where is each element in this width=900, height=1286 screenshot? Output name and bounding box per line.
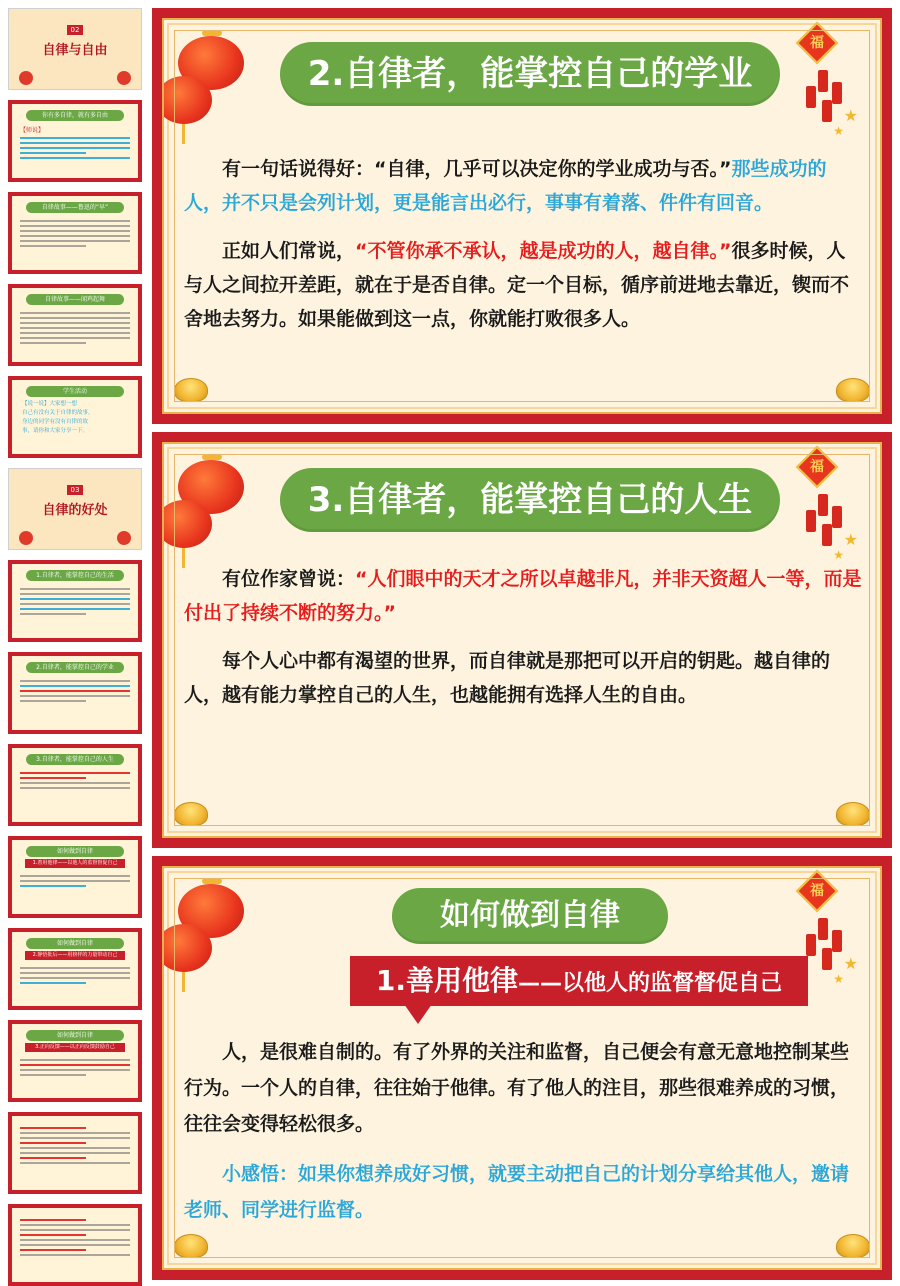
thumbnail-9[interactable] [8,744,142,826]
star-icon: ★ [833,124,844,138]
thumbnail-number: 03 [67,485,83,495]
firecracker-icon [806,934,816,956]
paragraph-2 [184,234,862,336]
thumbnail-heading: 如何做到自律 [26,938,124,949]
thumbnail-line: 事，请你和大家分享一下。 [22,428,89,434]
star-icon: ★ [833,972,844,986]
thumbnail-heading: 你有多自律，就有多自由 [26,110,124,121]
thumbnail-line: 身边的同学有没有自律的故 [22,419,89,425]
slide-title: 3.自律者，能掌控自己的人生 [280,468,780,532]
sub-heading-main: 1.善用他律 [375,964,519,997]
lantern-icon [117,71,131,85]
firecracker-icon [822,524,832,546]
gold-ingot-icon [174,378,208,402]
firecracker-icon [822,948,832,970]
paragraph-1 [184,152,862,220]
slide-title: 2.自律者，能掌控自己的学业 [280,42,780,106]
slide-title: 如何做到自律 [392,888,668,944]
firecracker-icon [832,506,842,528]
thumbnail-8[interactable] [8,652,142,734]
highlight-text: 那些成功的人，并不只是会列计划，更是能言出必行，事事有着落、件件有回音。 [184,158,827,214]
thumbnail-5[interactable] [8,376,142,458]
quote-highlight: “不管你承不承认，越是成功的人，越自律。” [355,240,732,262]
lantern-icon [117,531,131,545]
quote-intro: 有一句话说得好：“自律，几乎可以决定你的学业成功与否。” [222,158,732,180]
thumbnail-1[interactable] [8,8,142,90]
thumbnail-13[interactable] [8,1112,142,1194]
firecracker-icon [818,494,828,516]
banner-tail [404,1004,432,1024]
thumbnail-2[interactable] [8,100,142,182]
firecracker-icon [818,70,828,92]
lantern-icon [19,531,33,545]
firecracker-icon [832,930,842,952]
text-rest: 很多时候，人与人之间拉开差距，就在于是否自律。定一个目标，循序前进地去靠近，锲而不舍地去努力。如果能做到这一点，你就能打败很多人。 [184,240,850,330]
gold-ingot-icon [836,1234,870,1258]
thumbnail-heading: 3.自律者，能掌控自己的人生 [26,754,124,765]
thumbnail-heading: 学生活动 [26,386,124,397]
thumbnail-3[interactable] [8,192,142,274]
gold-ingot-icon [174,1234,208,1258]
thumbnail-number: 02 [67,25,83,35]
slide-academics[interactable] [152,8,892,424]
thumbnail-14[interactable] [8,1204,142,1286]
thumbnail-10[interactable] [8,836,142,918]
fu-charm-icon: 福 [796,870,838,912]
text-lead: 有位作家曾说： [222,568,356,590]
firecracker-icon [806,510,816,532]
thumbnail-title: 自律与自由 [42,43,108,58]
sub-heading-detail: ——以他人的监督督促自己 [518,971,783,996]
slide-body [184,1034,862,1242]
slide-life[interactable] [152,432,892,848]
thumbnail-heading: 2.自律者，能掌控自己的学业 [26,662,124,673]
thumbnail-6[interactable] [8,468,142,550]
star-icon: ★ [843,106,858,125]
slide-body [184,152,862,350]
fu-charm-icon: 福 [796,22,838,64]
thumbnail-heading: 自律故事——闻鸡起舞 [26,294,124,305]
thumbnail-12[interactable] [8,1020,142,1102]
paragraph-1: 人，是很难自制的。有了外界的关注和监督，自己便会有意无意地控制某些行为。一个人的自律，往往始于他律。有了他人的注目，那些很难养成的习惯，往往会变得轻松很多。 [184,1041,850,1135]
firecracker-icon [818,918,828,940]
thumbnail-4[interactable] [8,284,142,366]
thumbnail-tag: 【师说】 [20,127,45,134]
star-icon: ★ [843,530,858,549]
fu-charm-icon: 福 [796,446,838,488]
reflection-paragraph: 小感悟：如果你想养成好习惯，就要主动把自己的计划分享给其他人，邀请老师、同学进行监督。 [184,1163,850,1221]
firecracker-icon [806,86,816,108]
thumbnail-heading: 1.自律者，能掌控自己的生活 [26,570,124,581]
thumbnail-11[interactable] [8,928,142,1010]
thumbnail-subheading: 2.静悟批后——用榜样的力量带动自己 [25,951,126,960]
gold-ingot-icon [836,378,870,402]
firecracker-icon [832,82,842,104]
thumbnail-subheading: 3.正向反馈——以正向反馈鼓励自己 [25,1043,126,1052]
thumbnail-heading: 如何做到自律 [26,846,124,857]
paragraph-1 [184,562,862,630]
gold-ingot-icon [836,802,870,826]
star-icon: ★ [833,548,844,562]
firecracker-icon [822,100,832,122]
thumbnail-7[interactable] [8,560,142,642]
slide-how-to[interactable] [152,856,892,1280]
thumbnail-heading: 如何做到自律 [26,1030,124,1041]
lantern-icon [19,71,33,85]
thumbnail-subheading: 1.善用他律——以他人的监督督促自己 [25,859,126,868]
thumbnail-heading: 自律故事——鲁迅的“早” [26,202,124,213]
slide-body [184,562,862,726]
gold-ingot-icon [174,802,208,826]
text-lead: 正如人们常说， [222,240,356,262]
sub-heading-banner [350,956,808,1006]
thumbnail-line: 自己有没有关于自律的故事， [22,410,94,416]
paragraph-2: 每个人心中都有渴望的世界，而自律就是那把可以开启的钥匙。越自律的人，越有能力掌控自己的人生，也越能拥有选择人生的自由。 [184,650,831,706]
quote-highlight: “人们眼中的天才之所以卓越非凡，并非天资超人一等，而是付出了持续不断的努力。” [184,568,862,624]
thumbnail-line: 【说一说】大家想一想 [22,401,78,407]
star-icon: ★ [843,954,858,973]
thumbnail-title: 自律的好处 [42,503,108,518]
